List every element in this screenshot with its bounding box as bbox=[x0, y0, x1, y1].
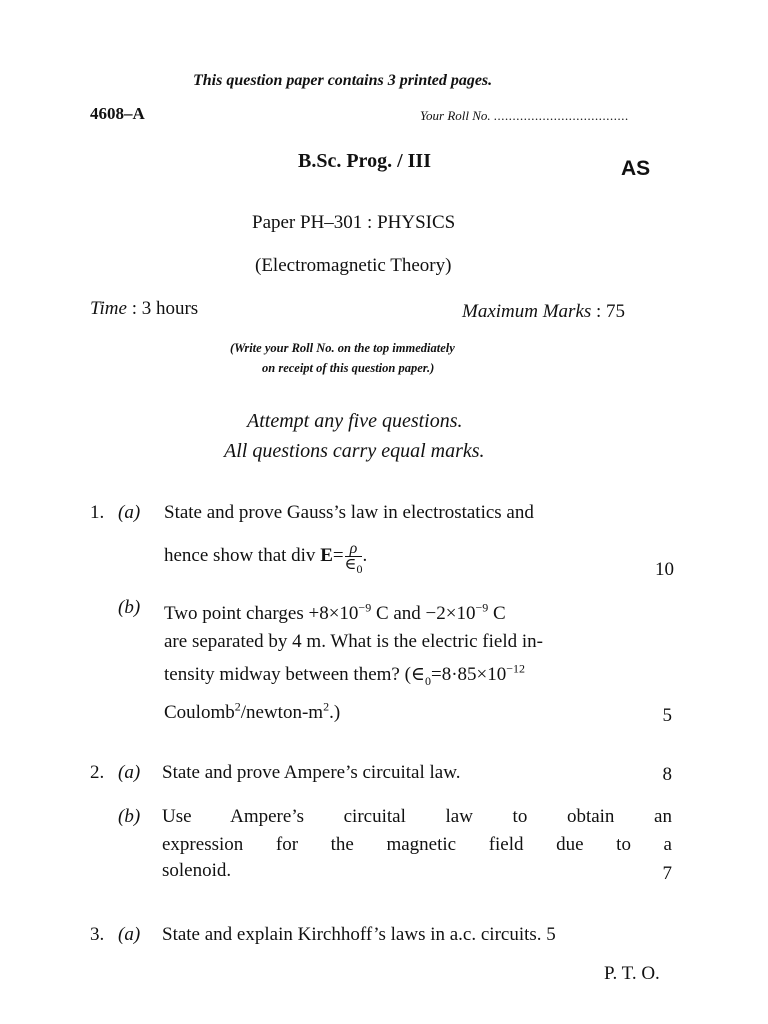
question-2a-marks: 8 bbox=[662, 764, 672, 785]
time-line bbox=[90, 298, 198, 320]
question-1a-line2 bbox=[164, 540, 368, 577]
equals-sign: = bbox=[332, 544, 344, 566]
question-2b-line2: expression for the magnetic field due to a bbox=[162, 834, 672, 855]
question-number-3: 3. bbox=[90, 924, 105, 945]
subject-title: (Electromagnetic Theory) bbox=[255, 255, 452, 276]
roll-number-label bbox=[420, 108, 629, 124]
max-marks-value: : 75 bbox=[596, 301, 626, 322]
q1b-sup-2: 2 bbox=[323, 699, 330, 714]
q1b-exp-2: −9 bbox=[475, 600, 489, 615]
instruction-attempt: Attempt any five questions. bbox=[247, 410, 463, 432]
q1b-sup-1: 2 bbox=[234, 699, 241, 714]
q1b-close: .) bbox=[329, 702, 341, 723]
roll-dots: .................................... bbox=[493, 108, 629, 123]
rho-over-epsilon-fraction bbox=[344, 540, 363, 577]
question-2a-label: (a) bbox=[118, 762, 141, 783]
pages-note: This question paper contains 3 printed pages. bbox=[193, 72, 493, 89]
q1b-text-a: Two point charges +8×10 bbox=[164, 603, 359, 624]
question-2b-line1: Use Ampere’s circuital law to obtain an bbox=[162, 806, 672, 827]
paper-code: 4608–A bbox=[90, 104, 145, 123]
paper-title: Paper PH–301 : PHYSICS bbox=[252, 212, 456, 233]
q1b-newton: /newton-m bbox=[240, 702, 324, 723]
sentence-period: . bbox=[362, 544, 368, 566]
q1b-line3-exp: −12 bbox=[506, 661, 526, 676]
question-3a-text bbox=[162, 923, 556, 947]
fraction-denominator bbox=[344, 556, 363, 577]
question-1b-label: (b) bbox=[118, 597, 141, 618]
q1b-line3-text-b: =8·85×10 bbox=[431, 664, 507, 685]
question-3a-marks: 5 bbox=[546, 924, 556, 945]
question-1b-line2: are separated by 4 m. What is the electric field in- bbox=[164, 631, 543, 652]
question-2b-label: (b) bbox=[118, 806, 141, 827]
roll-label-text: Your Roll No. bbox=[420, 108, 491, 123]
question-3a-label: (a) bbox=[118, 924, 141, 945]
question-number-1: 1. bbox=[90, 502, 105, 523]
question-1b-line1 bbox=[164, 602, 506, 626]
question-1a-line2-text: hence show that div bbox=[164, 544, 316, 566]
vector-e: E bbox=[320, 544, 333, 566]
epsilon-subscript: 0 bbox=[356, 562, 363, 577]
question-number-2: 2. bbox=[90, 762, 105, 783]
question-3a-body: State and explain Kirchhoff’s laws in a.c. circuits. bbox=[162, 924, 542, 945]
q1b-line3-text-a: tensity midway between them? (∈ bbox=[164, 664, 425, 685]
q1b-coulomb: Coulomb bbox=[164, 702, 235, 723]
program-title: B.Sc. Prog. / III bbox=[298, 150, 431, 172]
question-2b-line3: solenoid. bbox=[162, 860, 232, 881]
question-1b-line4 bbox=[164, 701, 340, 725]
stamp-label: AS bbox=[621, 157, 651, 180]
epsilon-symbol: ∈ bbox=[344, 556, 357, 573]
question-1a-marks: 10 bbox=[655, 559, 674, 580]
fraction-numerator: ρ bbox=[345, 541, 363, 557]
instruction-equal-marks: All questions carry equal marks. bbox=[224, 440, 485, 462]
q1b-text-b: C and −2×10 bbox=[371, 603, 476, 624]
question-1b-marks: 5 bbox=[662, 705, 672, 726]
question-2b-marks: 7 bbox=[662, 863, 672, 884]
question-1b-line3 bbox=[164, 663, 525, 687]
time-value: : 3 hours bbox=[131, 298, 199, 319]
max-marks-label: Maximum Marks bbox=[462, 301, 592, 322]
q1b-exp-1: −9 bbox=[358, 600, 372, 615]
question-1a-line1: State and prove Gauss’s law in electrostatics and bbox=[164, 502, 534, 523]
question-1a-label: (a) bbox=[118, 502, 141, 523]
please-turn-over: P. T. O. bbox=[604, 963, 660, 984]
question-2a-text: State and prove Ampere’s circuital law. bbox=[162, 762, 461, 783]
q1b-epsilon-sub: 0 bbox=[425, 673, 431, 688]
time-label: Time bbox=[90, 298, 127, 319]
roll-instruction-line2: on receipt of this question paper.) bbox=[262, 361, 435, 375]
max-marks-line bbox=[462, 301, 625, 323]
roll-instruction-line1: (Write your Roll No. on the top immediately bbox=[230, 341, 455, 355]
q1b-text-c: C bbox=[488, 603, 506, 624]
